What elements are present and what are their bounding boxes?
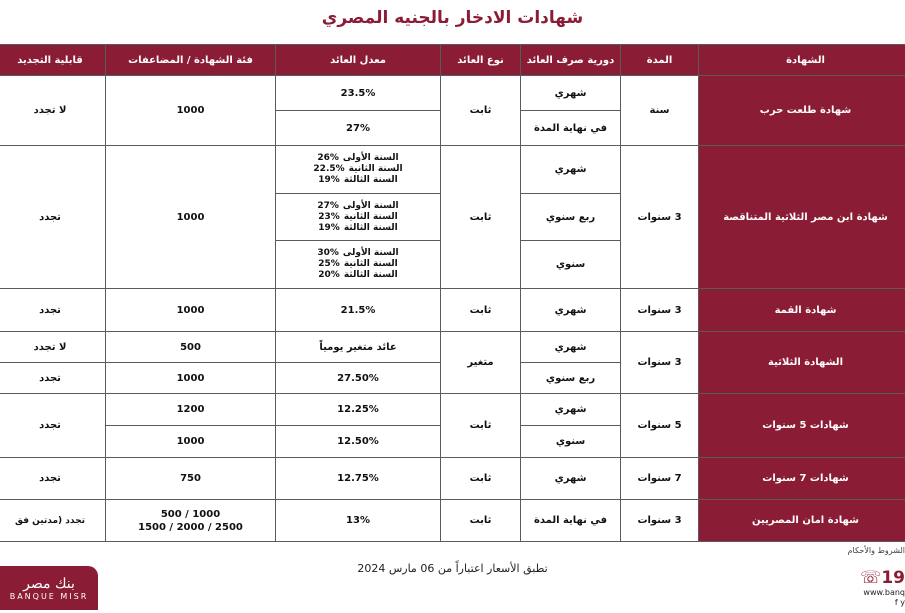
rate-schedule-monthly <box>275 145 441 194</box>
header-type: نوع العائد <box>440 44 521 76</box>
rate-schedule-quarterly <box>275 193 441 241</box>
rate-cell: 21.5% <box>275 288 441 332</box>
hotline-number <box>860 568 905 588</box>
header-rate: معدل العائد <box>275 44 441 76</box>
frequency-cell: في نهاية المدة <box>520 499 621 542</box>
renewal-cell: لا تجدد <box>0 75 106 146</box>
frequency-cell: شهري <box>520 75 621 111</box>
terms-link[interactable]: الشروط والأحكام <box>847 546 905 555</box>
header-certificate: الشهادة <box>698 44 905 76</box>
denomination-cell: 750 <box>105 457 276 500</box>
denomination-cell: 1000 <box>105 425 276 458</box>
renewal-cell: لا تجدد <box>0 331 106 363</box>
certificates-table <box>0 44 905 544</box>
type-cell: ثابت <box>440 75 521 146</box>
social-icons[interactable]: f y <box>894 598 905 607</box>
type-cell: ثابت <box>440 288 521 332</box>
frequency-cell: ربع سنوي <box>520 362 621 394</box>
year-rate: 19% <box>318 222 340 233</box>
frequency-cell: سنوي <box>520 240 621 289</box>
cert-name-qemma: شهادة القمة <box>698 288 905 332</box>
year-label: السنة الأولى <box>342 200 399 211</box>
cert-name-seven-years: شهادات 7 سنوات <box>698 457 905 500</box>
rate-cell: 27% <box>275 110 441 146</box>
header-frequency: دورية صرف العائد <box>520 44 621 76</box>
type-cell: ثابت <box>440 145 521 289</box>
effective-date-note: تطبق الأسعار اعتباراً من 06 مارس 2024 <box>357 562 548 575</box>
frequency-cell: شهري <box>520 288 621 332</box>
year-label: السنة الأولى <box>342 153 399 163</box>
rate-cell: 23.5% <box>275 75 441 111</box>
year-rate: 30% <box>317 248 339 258</box>
year-rate: 20% <box>318 270 340 280</box>
year-rate: 26% <box>317 153 339 163</box>
renewal-cell: تجدد <box>0 362 106 394</box>
year-label: السنة الثالثة <box>343 175 398 185</box>
year-label: السنة الثالثة <box>343 222 398 233</box>
rate-cell: عائد متغير يومياً <box>275 331 441 363</box>
denomination-cell: 1000 <box>105 145 276 289</box>
duration-cell: 3 سنوات <box>620 331 699 394</box>
renewal-cell: تجدد <box>0 393 106 458</box>
denomination-cell: 1000 <box>105 75 276 146</box>
denomination-line: 1000 / 500 <box>160 508 221 520</box>
rate-cell: 27.50% <box>275 362 441 394</box>
hotline-text: 19 <box>881 568 905 588</box>
duration-cell: 3 سنوات <box>620 499 699 542</box>
rate-schedule-annual <box>275 240 441 289</box>
duration-cell: 3 سنوات <box>620 288 699 332</box>
year-rate: 25% <box>318 259 340 269</box>
frequency-cell: سنوي <box>520 425 621 458</box>
type-cell: ثابت <box>440 457 521 500</box>
renewal-cell: تجدد <box>0 457 106 500</box>
cert-name-tholatheya: الشهادة الثلاثية <box>698 331 905 394</box>
frequency-cell: شهري <box>520 331 621 363</box>
denomination-cell: 1200 <box>105 393 276 426</box>
cert-name-talat-harb: شهادة طلعت حرب <box>698 75 905 146</box>
year-rate: 27% <box>317 200 339 211</box>
duration-cell: 5 سنوات <box>620 393 699 458</box>
renewal-cell: تجدد <box>0 288 106 332</box>
year-label: السنة الثانية <box>348 164 403 174</box>
rate-cell: 12.25% <box>275 393 441 426</box>
phone-icon: ☏ <box>860 568 882 588</box>
header-denomination: فئة الشهادة / المضاعفات <box>105 44 276 76</box>
denomination-cell: 1000 <box>105 362 276 394</box>
frequency-cell: ربع سنوي <box>520 193 621 241</box>
rate-cell: 12.50% <box>275 425 441 458</box>
header-duration: المدة <box>620 44 699 76</box>
frequency-cell: شهري <box>520 457 621 500</box>
banque-misr-logo <box>0 566 98 610</box>
logo-english-text: BANQUE MISR <box>9 591 89 601</box>
year-label: السنة الثالثة <box>343 270 398 280</box>
denomination-cell <box>105 499 276 542</box>
year-rate: 19% <box>318 175 340 185</box>
cert-name-five-years: شهادات 5 سنوات <box>698 393 905 458</box>
frequency-cell: في نهاية المدة <box>520 110 621 146</box>
year-label: السنة الثانية <box>343 211 398 222</box>
frequency-cell: شهري <box>520 145 621 194</box>
rate-cell: 13% <box>275 499 441 542</box>
header-renewal: قابلية التجديد <box>0 44 106 76</box>
type-cell: متغير <box>440 331 521 394</box>
duration-cell: 3 سنوات <box>620 145 699 289</box>
year-label: السنة الثانية <box>343 259 398 269</box>
duration-cell: سنة <box>620 75 699 146</box>
year-rate: 23% <box>318 211 340 222</box>
cert-name-ibn-masr: شهادة ابن مصر الثلاثية المتناقصة <box>698 145 905 289</box>
cert-name-aman: شهادة امان المصريين <box>698 499 905 542</box>
website-link[interactable]: www.banq <box>863 588 905 597</box>
denomination-cell: 1000 <box>105 288 276 332</box>
renewal-cell: تجدد <box>0 145 106 289</box>
type-cell: ثابت <box>440 499 521 542</box>
year-rate: 22.5% <box>313 164 345 174</box>
logo-arabic-text: بنك مصر <box>23 575 75 592</box>
year-label: السنة الأولى <box>342 248 399 258</box>
frequency-cell: شهري <box>520 393 621 426</box>
contact-block <box>849 546 905 610</box>
rate-cell: 12.75% <box>275 457 441 500</box>
page-title: شهادات الادخار بالجنيه المصري <box>321 8 584 28</box>
denomination-line: 2500 / 2000 / 1500 <box>138 521 243 533</box>
denomination-cell: 500 <box>105 331 276 363</box>
type-cell: ثابت <box>440 393 521 458</box>
duration-cell: 7 سنوات <box>620 457 699 500</box>
renewal-cell: تجدد (مدتين فق <box>0 499 106 542</box>
